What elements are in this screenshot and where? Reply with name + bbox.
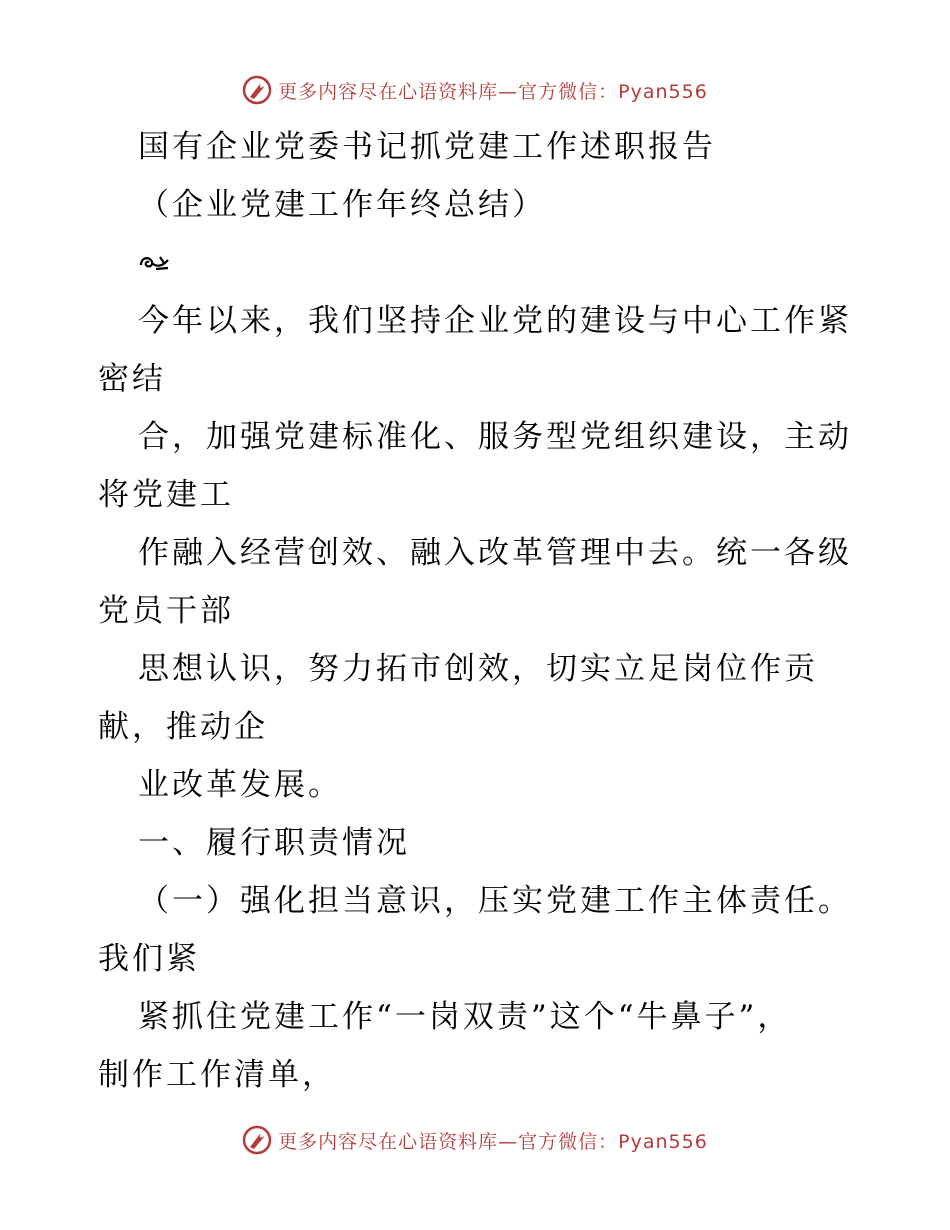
ornament: [98, 234, 858, 292]
header-banner: [0, 70, 950, 110]
pen-nib-logo-icon: [242, 1125, 272, 1155]
text-line: 紧抓住党建工作“一岗双责”这个“牛鼻子”，: [138, 999, 792, 1035]
text-line: 献，推动企: [98, 709, 268, 745]
text-line: 密结: [98, 361, 166, 397]
text-line: 今年以来，我们坚持企业党的建设与中心工作紧: [138, 303, 852, 339]
pen-nib-logo-icon: [242, 75, 272, 105]
text-line: 思想认识，努力拓市创效，切实立足岗位作贡: [138, 651, 818, 687]
text-line: （一）强化担当意识，压实党建工作主体责任。: [138, 883, 852, 919]
footer-banner-text: 更多内容尽在心语资料库—官方微信：Pyan556: [278, 1130, 708, 1153]
document-body: [98, 118, 858, 1104]
text-line: 将党建工: [98, 477, 234, 513]
text-line: 一、履行职责情况: [138, 825, 410, 861]
footer-banner: [0, 1120, 950, 1160]
text-line: 合，加强党建标准化、服务型党组织建设，主动: [138, 419, 852, 455]
text-line: 制作工作清单，: [98, 1057, 336, 1093]
text-line: 业改革发展。: [138, 767, 342, 803]
header-banner-text: 更多内容尽在心语资料库—官方微信：Pyan556: [278, 80, 708, 103]
document-subtitle: （企业党建工作年终总结）: [138, 187, 546, 223]
text-line: 党员干部: [98, 593, 234, 629]
text-line: 我们紧: [98, 941, 200, 977]
fleuron-ornament-icon: [138, 251, 172, 275]
text-line: 作融入经营创效、融入改革管理中去。统一各级: [138, 535, 852, 571]
document-title: 国有企业党委书记抓党建工作述职报告: [138, 129, 716, 165]
paragraph-lines: [98, 292, 858, 1104]
